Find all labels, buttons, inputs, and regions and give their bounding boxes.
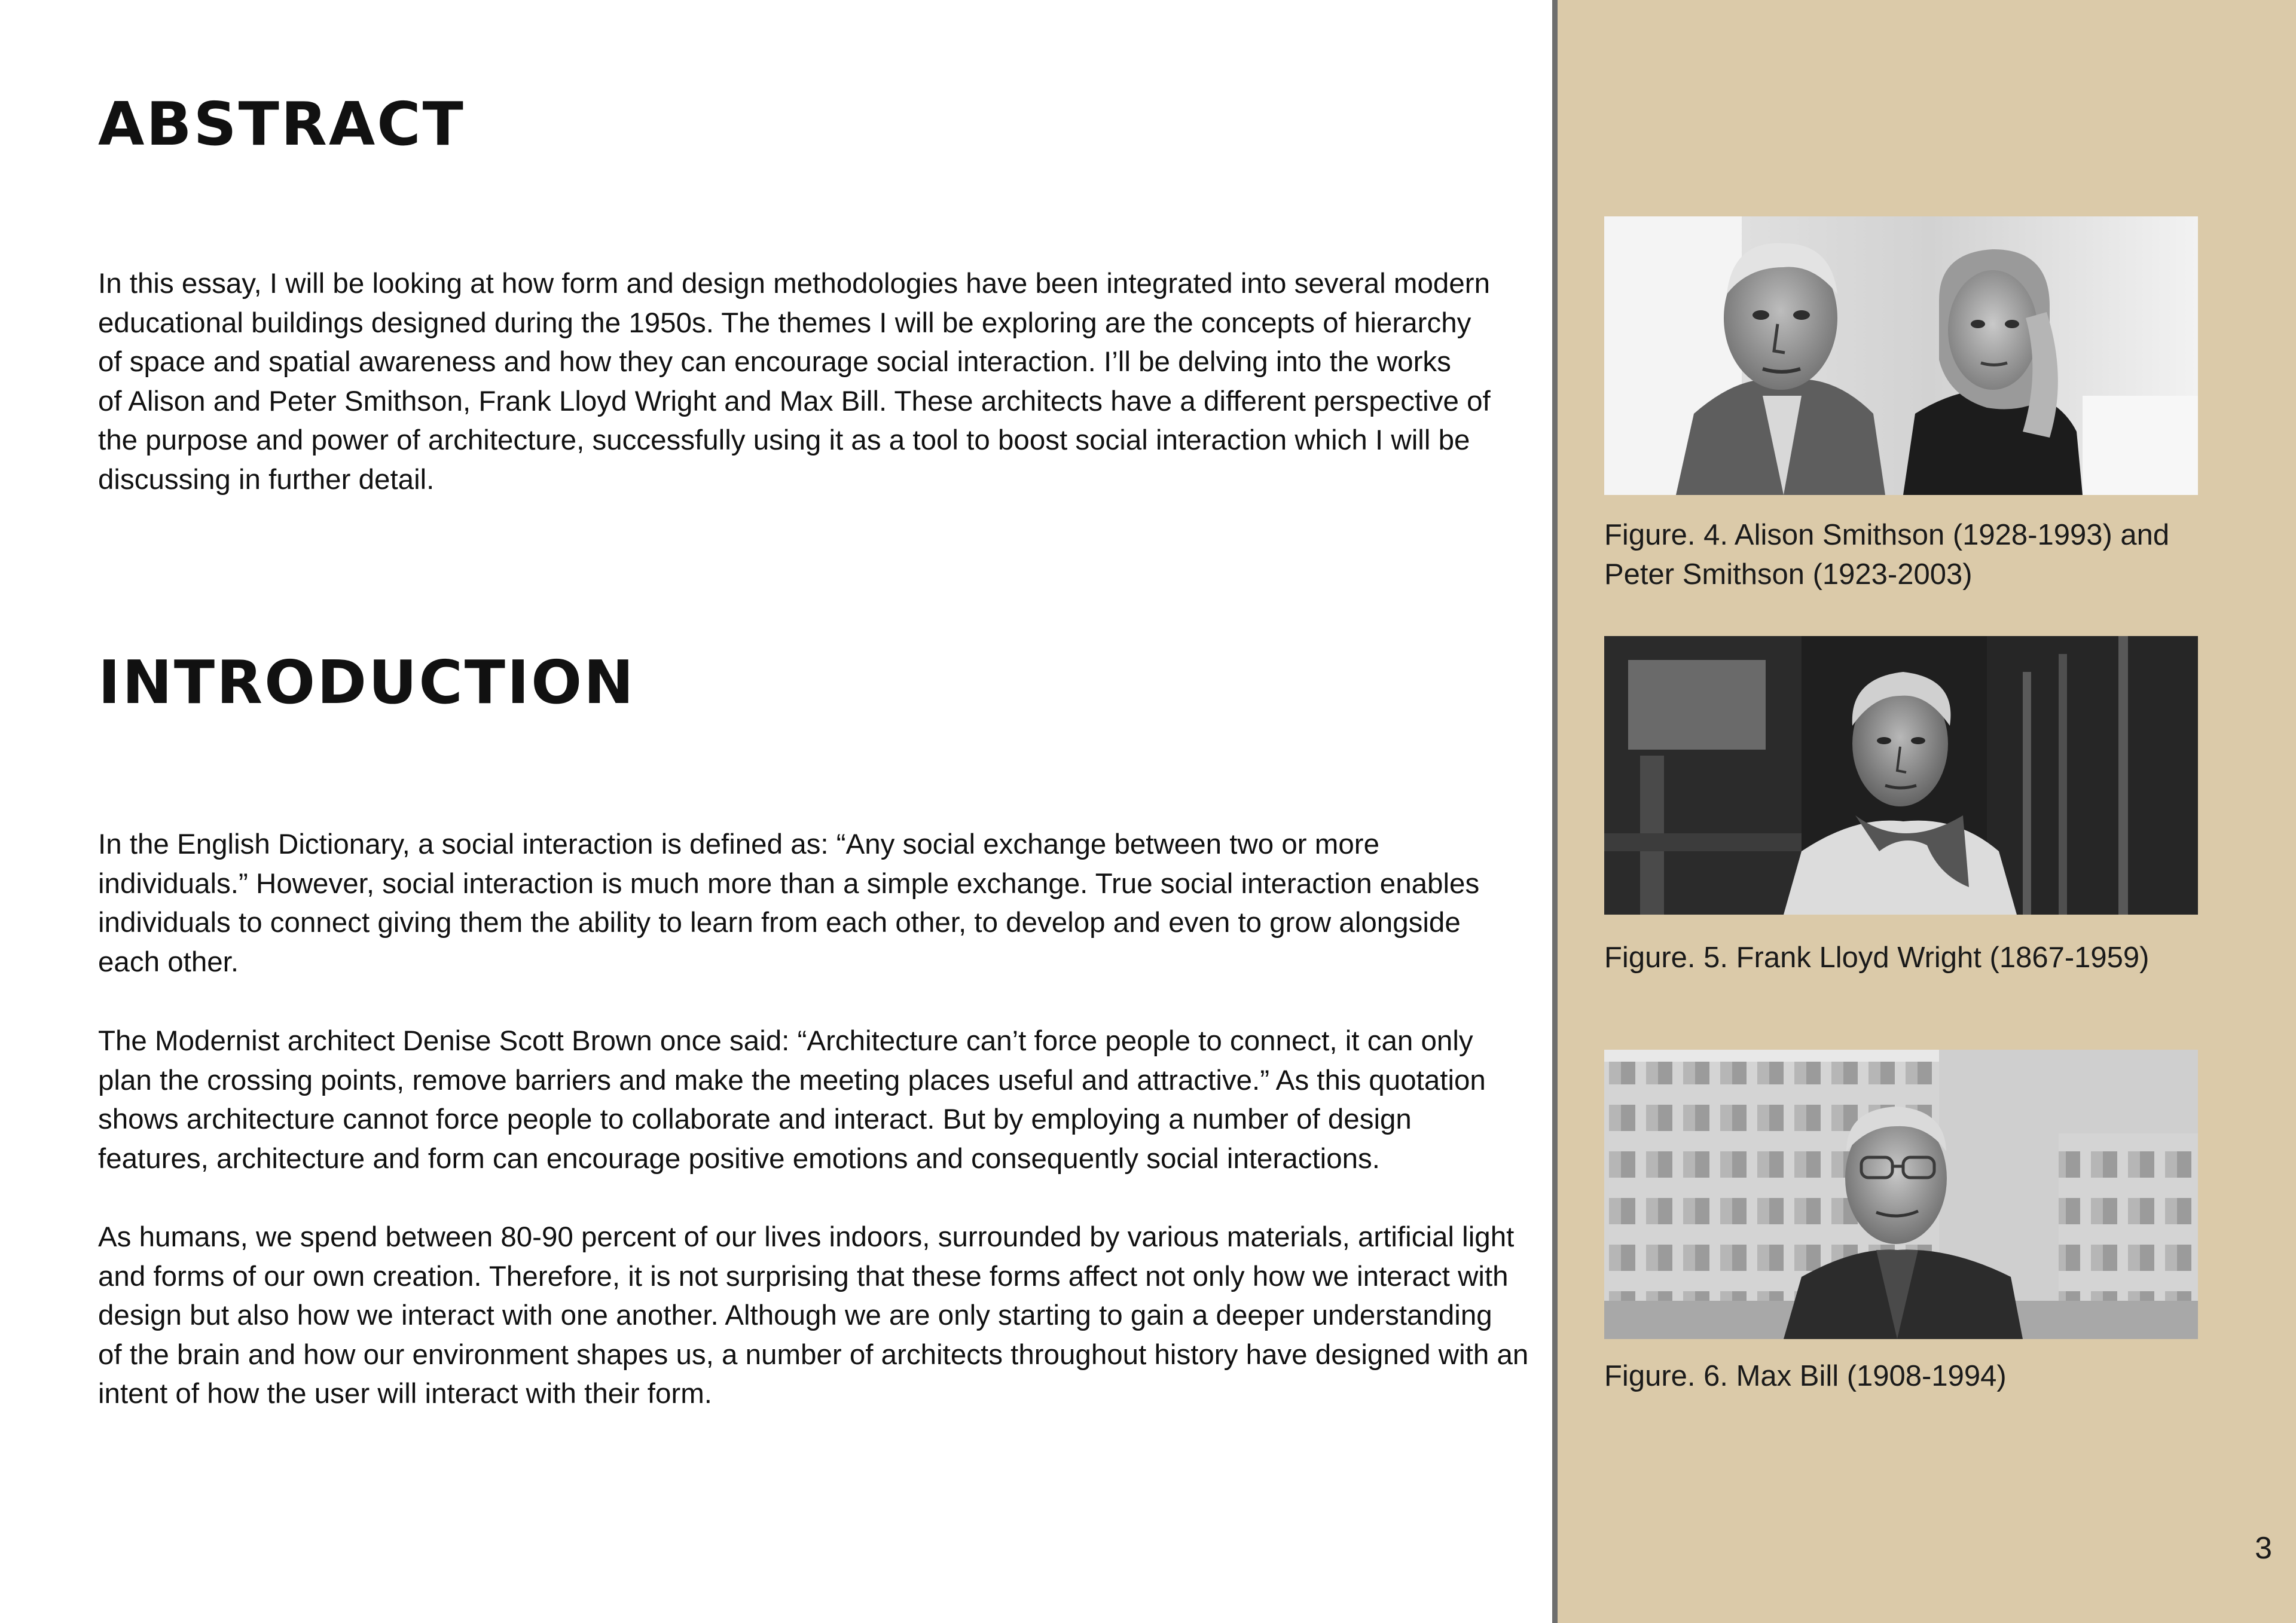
- figure-6-caption: Figure. 6. Max Bill (1908-1994): [1604, 1360, 2007, 1392]
- figure-4-photo: [1604, 216, 2198, 495]
- abstract-text: In this essay, I will be looking at how form and design methodologies have been integrated into several modern educational buildings designed during the 1950s. The themes I will be exploring are the concepts of hierarchy of space and spatial awareness and how they can encourage social interaction. I’ll be delving into the works of Alison and Peter Smithson, Frank Lloyd Wright and Max Bill. These architects have a different perspective of the purpose and power of architecture, successfully using it as a tool to boost social interaction which I will be discussing in further detail.: [98, 268, 1491, 496]
- figure-6-photo: [1604, 1050, 2198, 1339]
- introduction-paragraph-1: In the English Dictionary, a social interaction is defined as: “Any social exchange between two or more individuals.” However, social interaction is much more than a simple exchange. True social interaction enables individuals to connect giving them the ability to learn from each other, to develop and even to grow alongside each other.: [98, 829, 1480, 978]
- introduction-paragraph-2: The Modernist architect Denise Scott Brown once said: “Architecture can’t force people to connect, it can only plan the crossing points, remove barriers and make the meeting places useful and attractive.” As this quotation shows architecture cannot force people to collaborate and interact. But by employing a number of design features, architecture and form can encourage positive emotions and consequently social interactions.: [98, 1025, 1486, 1175]
- column-divider: [1552, 0, 1558, 1623]
- figure-4-caption: Figure. 4. Alison Smithson (1928-1993) and Peter Smithson (1923-2003): [1604, 519, 2170, 591]
- page-number: 3: [2255, 1531, 2272, 1566]
- figure-5-photo: [1604, 636, 2198, 915]
- introduction-heading: INTRODUCTION: [98, 647, 636, 717]
- introduction-paragraph-3: As humans, we spend between 80-90 percent of our lives indoors, surrounded by various materials, artificial light and forms of our own creation. Therefore, it is not surprising that these forms affect not only how we interact with design but also how we interact with one another. Although we are only starting to gain a deeper understanding of the brain and how our environment shapes us, a number of architects throughout history have designed with an intent of how the user will interact with their form.: [98, 1221, 1529, 1410]
- figure-5-caption: Figure. 5. Frank Lloyd Wright (1867-1959): [1604, 942, 2150, 974]
- abstract-heading: ABSTRACT: [98, 89, 465, 159]
